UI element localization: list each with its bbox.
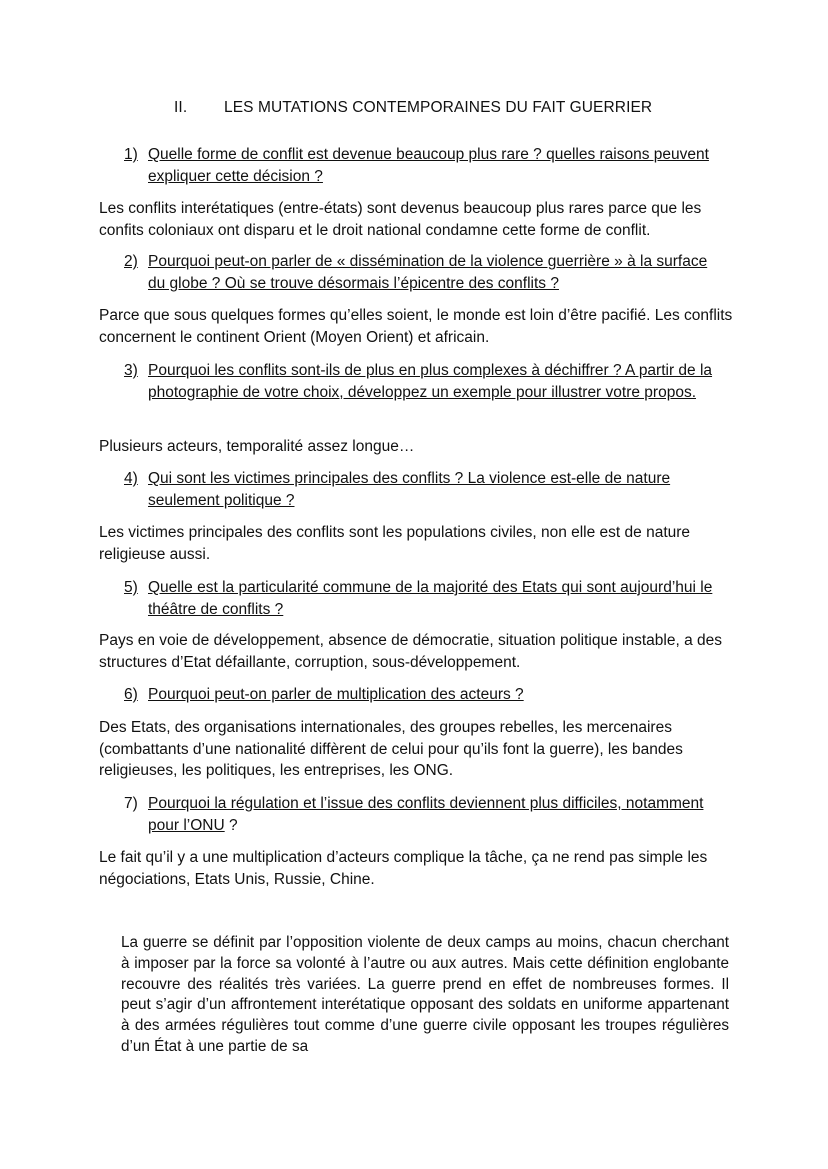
answer-3: Plusieurs acteurs, temporalité assez longue… [99,438,415,455]
question-text: Quelle est la particularité commune de la majorité des Etats qui sont aujourd’hui le théâtre de conflits ? [148,579,713,618]
answer-1: Les conflits interétatiques (entre-états) sont devenus beaucoup plus rares parce que les confits coloniaux ont disparu et le droit national condamne cette forme de conflit. [99,200,702,239]
question-number: 4) [124,470,138,487]
question-text: Qui sont les victimes principales des conflits ? La violence est-elle de nature seulement politique ? [148,470,671,509]
answer-6: Des Etats, des organisations internationales, des groupes rebelles, les mercenaires (combattants d’une nationalité diffèrent de celui pour qu’ils font la guerre), les bandes religieuses, les politiques, les entreprises, les ONG. [99,719,683,779]
answer-2: Parce que sous quelques formes qu’elles soient, le monde est loin d’être pacifié. Les conflits concernent le continent Orient (Moyen Orient) et africain. [99,307,733,346]
answer-4: Les victimes principales des conflits sont les populations civiles, non elle est de nature religieuse aussi. [99,524,691,563]
question-text [148,793,724,836]
question-number: 5) [124,579,138,596]
question-number: 7) [124,795,138,812]
excerpt-paragraph: La guerre se définit par l’opposition violente de deux camps au moins, chacun cherchant à imposer par la force sa volonté à l’autre ou aux autres. Mais cette définition englobante recouvre des réalités très variées. La guerre prend en effet de nombreuses formes. Il peut s’agir d’un affrontement interétatique opposant des soldats en uniforme appartenant à des armées régulières tout comme d’une guerre civile opposant les troupes régulières d’un État à une partie de sa [121,934,729,1055]
question-number: 6) [124,686,138,703]
answer-5: Pays en voie de développement, absence de démocratie, situation politique instable, a des structures d’Etat défaillante, corruption, sous-développement. [99,632,722,671]
question-text: Pourquoi peut-on parler de « dissémination de la violence guerrière » à la surface du globe ? Où se trouve désormais l’épicentre des conflits ? [148,253,708,292]
question-text-underlined: Pourquoi la régulation et l’issue des conflits deviennent plus difficiles, notamment pour l’ONU [148,795,704,834]
question-number: 2) [124,253,138,270]
section-title [174,99,652,117]
question-2 [124,251,724,294]
section-number: II. [174,99,188,116]
question-text: Pourquoi peut-on parler de multiplication des acteurs ? [148,686,524,703]
question-number: 3) [124,362,138,379]
question-3 [124,360,724,403]
section-title-text: LES MUTATIONS CONTEMPORAINES DU FAIT GUERRIER [224,99,653,116]
question-text: Quelle forme de conflit est devenue beaucoup plus rare ? quelles raisons peuvent expliquer cette décision ? [148,146,709,185]
question-4 [124,468,724,511]
question-6 [124,684,724,706]
question-text-tail: ? [224,816,238,834]
question-1 [124,144,724,187]
question-5 [124,577,724,620]
answer-7: Le fait qu’il y a une multiplication d’acteurs complique la tâche, ça ne rend pas simple les négociations, Etats Unis, Russie, Chine. [99,849,708,888]
question-number: 1) [124,146,138,163]
question-text: Pourquoi les conflits sont-ils de plus en plus complexes à déchiffrer ? A partir de la photographie de votre choix, développez un exemple pour illustrer votre propos. [148,362,713,401]
question-7 [124,793,724,836]
